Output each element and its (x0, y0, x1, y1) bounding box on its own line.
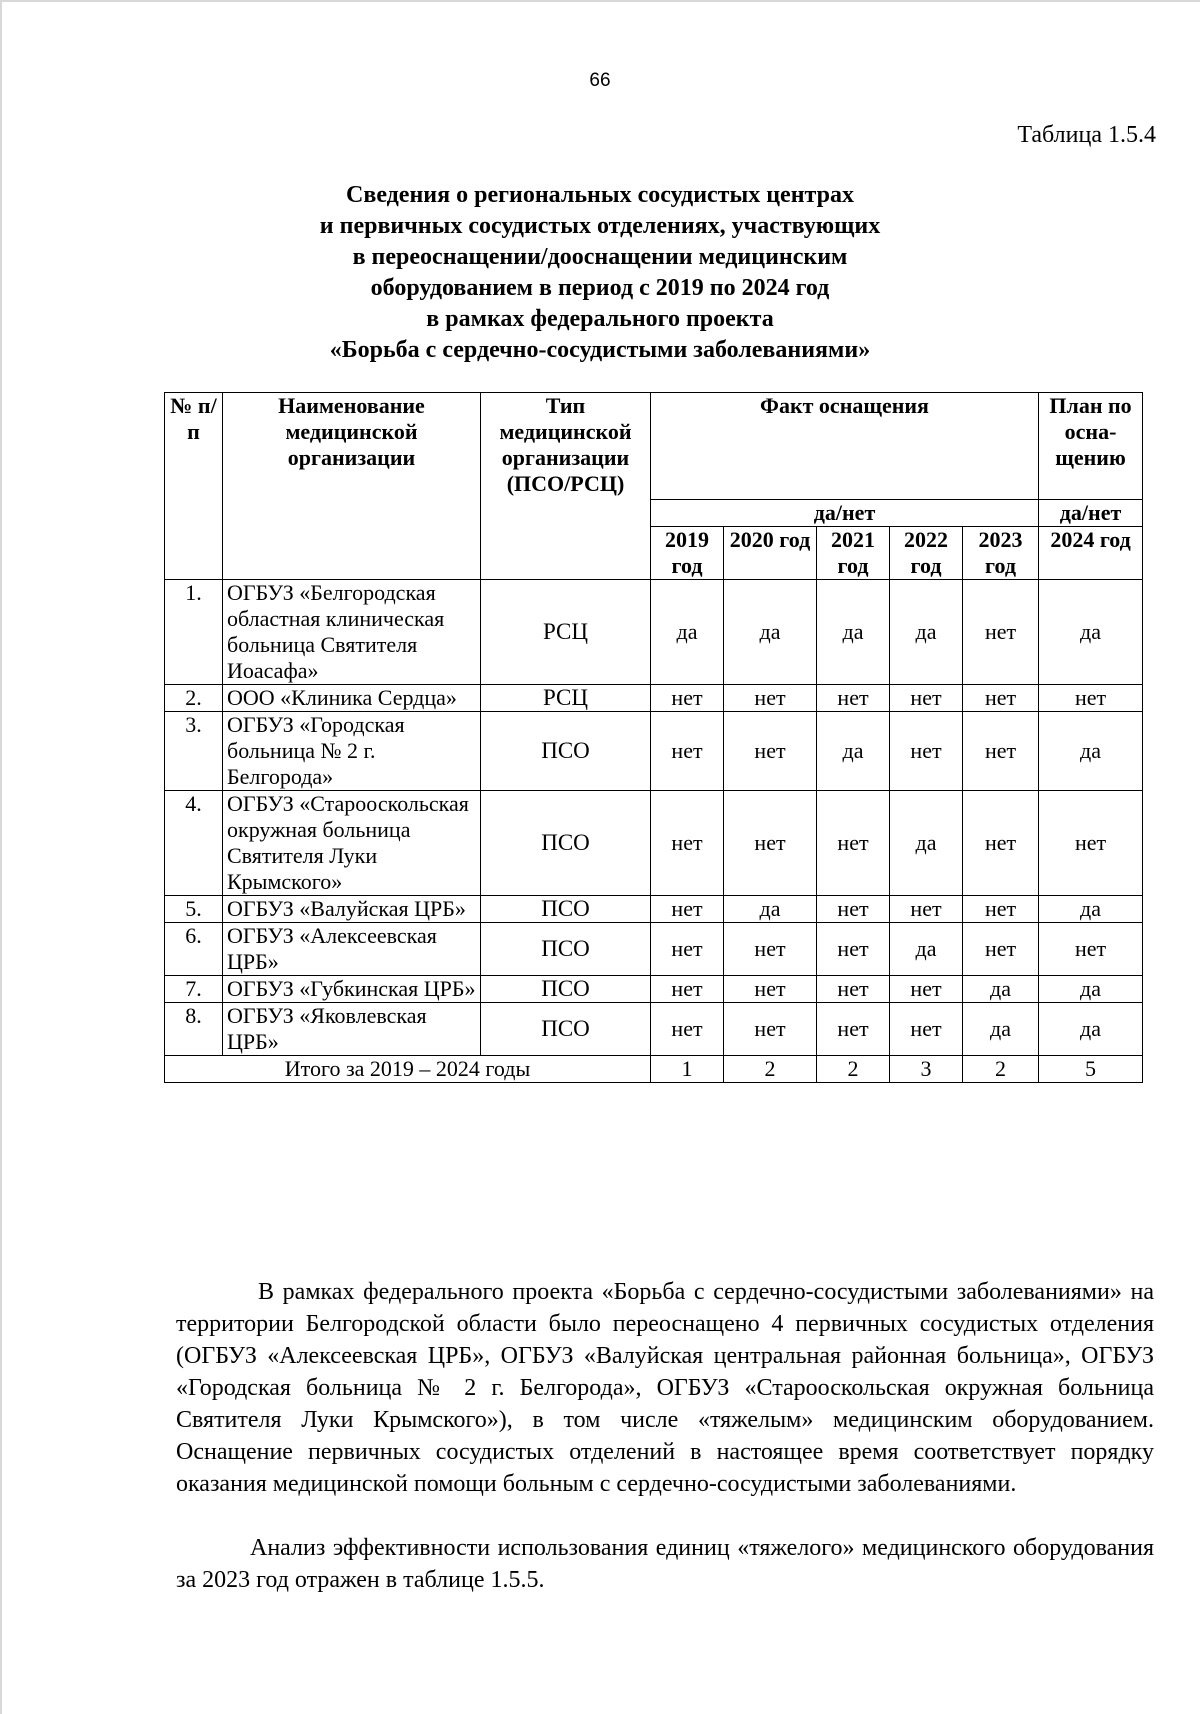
header-yes-no-fact: да/нет (651, 500, 1039, 527)
title-line: оборудованием в период с 2019 по 2024 год (370, 275, 830, 301)
value-cell: нет (890, 712, 963, 791)
table-row (165, 976, 1143, 1003)
total-cell: 1 (651, 1056, 724, 1083)
plan-cell: да (1039, 1003, 1143, 1056)
value-cell: да (651, 580, 724, 685)
org-name: ОГБУЗ «Старооскольская окружная больница Святителя Луки Крымского» (223, 791, 481, 896)
value-cell: нет (890, 896, 963, 923)
value-cell: да (817, 712, 890, 791)
row-num: 4. (165, 791, 223, 896)
total-cell: 2 (963, 1056, 1039, 1083)
plan-cell: нет (1039, 923, 1143, 976)
plan-cell: да (1039, 580, 1143, 685)
header-year: 2020 год (724, 527, 817, 580)
total-cell: 5 (1039, 1056, 1143, 1083)
header-plan: План по осна-щению (1039, 393, 1143, 500)
table-row (165, 685, 1143, 712)
value-cell: нет (651, 923, 724, 976)
header-yes-no-plan: да/нет (1039, 500, 1143, 527)
value-cell: нет (817, 923, 890, 976)
value-cell: нет (651, 1003, 724, 1056)
org-type: ПСО (481, 923, 651, 976)
org-name: ООО «Клиника Сердца» (223, 685, 481, 712)
org-name: ОГБУЗ «Яковлевская ЦРБ» (223, 1003, 481, 1056)
total-row (165, 1056, 1143, 1083)
header-type: Тип медицинской организации (ПСО/РСЦ) (481, 393, 651, 580)
table-row (165, 712, 1143, 791)
org-name: ОГБУЗ «Валуйская ЦРБ» (223, 896, 481, 923)
value-cell: нет (651, 685, 724, 712)
org-type: ПСО (481, 1003, 651, 1056)
org-name: ОГБУЗ «Городская больница № 2 г. Белгорода» (223, 712, 481, 791)
value-cell: нет (890, 976, 963, 1003)
value-cell: нет (963, 896, 1039, 923)
plan-cell: нет (1039, 685, 1143, 712)
value-cell: нет (963, 580, 1039, 685)
table-row (165, 580, 1143, 685)
page-number: 66 (589, 70, 611, 91)
table-body (165, 580, 1143, 1083)
total-cell: 2 (724, 1056, 817, 1083)
value-cell: нет (724, 685, 817, 712)
total-label: Итого за 2019 – 2024 годы (165, 1056, 651, 1083)
total-cell: 3 (890, 1056, 963, 1083)
row-num: 6. (165, 923, 223, 976)
value-cell: да (724, 580, 817, 685)
org-name: ОГБУЗ «Белгородская областная клиническая больница Святителя Иоасафа» (223, 580, 481, 685)
value-cell: нет (724, 976, 817, 1003)
value-cell: нет (963, 712, 1039, 791)
plan-cell: да (1039, 976, 1143, 1003)
table-label: Таблица 1.5.4 (1017, 122, 1156, 148)
org-type: ПСО (481, 712, 651, 791)
org-type: РСЦ (481, 685, 651, 712)
row-num: 5. (165, 896, 223, 923)
title-line: «Борьба с сердечно-сосудистыми заболеваниями» (329, 337, 871, 363)
org-type: ПСО (481, 896, 651, 923)
total-cell: 2 (817, 1056, 890, 1083)
value-cell: нет (724, 1003, 817, 1056)
header-name: Наименование медицинской организации (223, 393, 481, 580)
value-cell: нет (963, 685, 1039, 712)
title-line: в рамках федерального проекта (426, 306, 774, 332)
row-num: 7. (165, 976, 223, 1003)
org-type: РСЦ (481, 580, 651, 685)
value-cell: нет (651, 791, 724, 896)
row-num: 3. (165, 712, 223, 791)
header-year: 2019 год (651, 527, 724, 580)
value-cell: нет (724, 791, 817, 896)
value-cell: нет (651, 896, 724, 923)
equipment-table (164, 392, 1143, 1083)
header-year: 2022 год (890, 527, 963, 580)
value-cell: да (890, 923, 963, 976)
value-cell: нет (963, 923, 1039, 976)
title-line: Сведения о региональных сосудистых центрах (346, 182, 854, 208)
value-cell: нет (651, 976, 724, 1003)
header-num: № п/п (165, 393, 223, 580)
plan-cell: да (1039, 896, 1143, 923)
value-cell: нет (817, 791, 890, 896)
table-row (165, 1003, 1143, 1056)
table-row (165, 791, 1143, 896)
row-num: 2. (165, 685, 223, 712)
row-num: 8. (165, 1003, 223, 1056)
row-num: 1. (165, 580, 223, 685)
org-name: ОГБУЗ «Губкинская ЦРБ» (223, 976, 481, 1003)
value-cell: да (817, 580, 890, 685)
value-cell: да (890, 791, 963, 896)
value-cell: нет (651, 712, 724, 791)
title-line: и первичных сосудистых отделениях, участвующих (319, 213, 881, 239)
value-cell: да (963, 1003, 1039, 1056)
value-cell: нет (817, 685, 890, 712)
value-cell: да (890, 580, 963, 685)
value-cell: да (724, 896, 817, 923)
plan-cell: да (1039, 712, 1143, 791)
value-cell: нет (890, 685, 963, 712)
paragraph-reference: Анализ эффективности использования единиц «тяжелого» медицинского оборудования за 2023 год отражен в таблице 1.5.5. (176, 1535, 1154, 1593)
paragraph-summary: В рамках федерального проекта «Борьба с сердечно-сосудистыми заболеваниями» на территории Белгородской области было переоснащено 4 первичных сосудистых отделения (ОГБУЗ «Алексеевская ЦРБ», ОГБУЗ «Валуйская центральная районная больница», ОГБУЗ «Городская больница № 2 г. Белгорода», ОГБУЗ «Старооскольская окружная больница Святителя Луки Крымского»), в том числе «тяжелым» медицинским оборудованием. Оснащение первичных сосудистых отделений в настоящее время соответствует порядку оказания медицинской помощи больным с сердечно-сосудистыми заболеваниями. (176, 1279, 1154, 1497)
header-year: 2023 год (963, 527, 1039, 580)
scan-edge-top (0, 0, 1200, 2)
value-cell: нет (963, 791, 1039, 896)
org-type: ПСО (481, 976, 651, 1003)
title-line: в переоснащении/дооснащении медицинским (352, 244, 848, 270)
value-cell: нет (817, 976, 890, 1003)
org-type: ПСО (481, 791, 651, 896)
org-name: ОГБУЗ «Алексеевская ЦРБ» (223, 923, 481, 976)
value-cell: нет (817, 896, 890, 923)
document-title (0, 180, 1200, 366)
value-cell: нет (724, 923, 817, 976)
value-cell: нет (890, 1003, 963, 1056)
table-row (165, 896, 1143, 923)
value-cell: нет (724, 712, 817, 791)
table-row (165, 923, 1143, 976)
plan-cell: нет (1039, 791, 1143, 896)
value-cell: нет (817, 1003, 890, 1056)
value-cell: да (963, 976, 1039, 1003)
header-year: 2021 год (817, 527, 890, 580)
header-fact: Факт оснащения (651, 393, 1039, 500)
header-plan-year: 2024 год (1039, 527, 1143, 580)
